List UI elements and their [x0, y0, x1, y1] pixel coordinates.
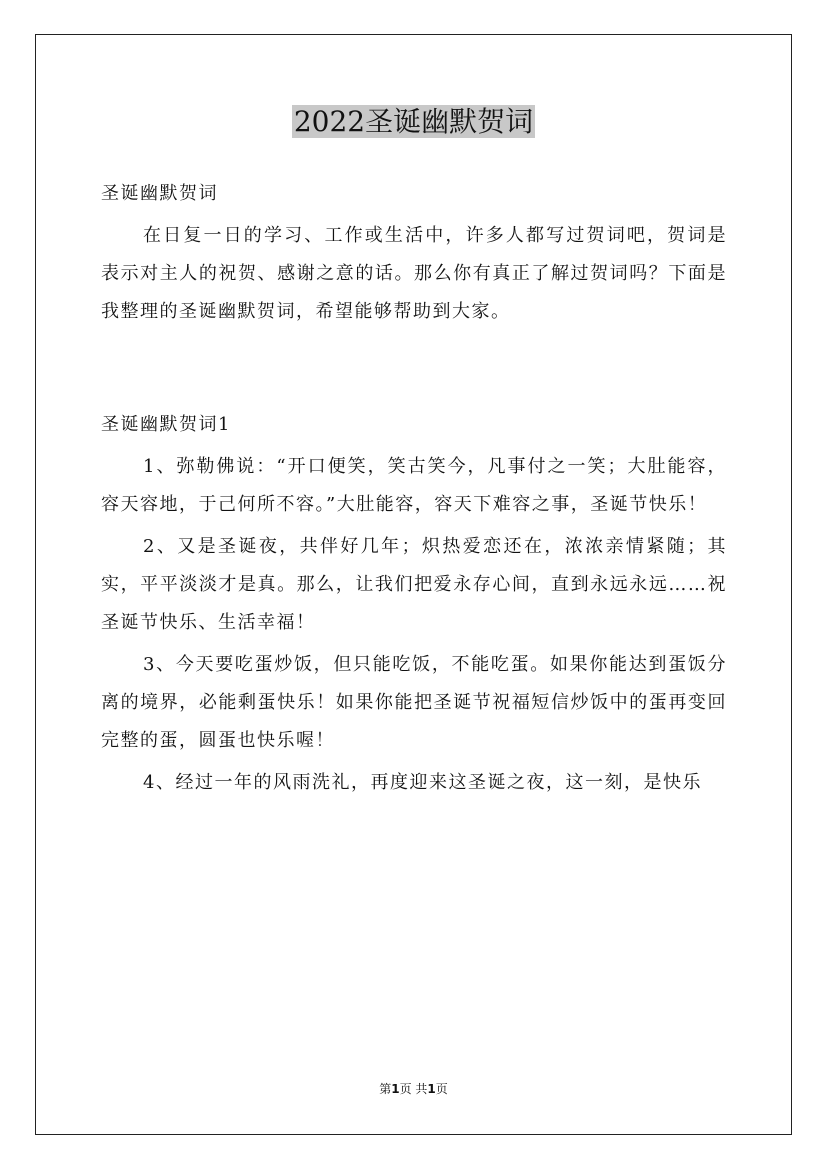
- intro-paragraph: 在日复一日的学习、工作或生活中，许多人都写过贺词吧，贺词是表示对主人的祝贺、感谢之意的话。那么你有真正了解过贺词吗？下面是我整理的圣诞幽默贺词，希望能够帮助到大家。: [101, 225, 727, 322]
- paragraph-1: 1、弥勒佛说：“开口便笑，笑古笑今，凡事付之一笑；大肚能容，容天容地，于己何所不容。”大肚能容，容天下难容之事，圣诞节快乐！: [101, 456, 727, 515]
- document-title: [0, 102, 827, 142]
- document-body: [101, 175, 727, 802]
- paragraph-4: 4、经过一年的风雨洗礼，再度迎来这圣诞之夜，这一刻，是快乐: [143, 772, 702, 793]
- footer-page-suffix: 页: [435, 1082, 448, 1096]
- paragraph-2: 2、又是圣诞夜，共伴好几年；炽热爱恋还在，浓浓亲情紧随；其实，平平淡淡才是真。那么，让我们把爱永存心间，直到永远永远……祝圣诞节快乐、生活幸福！: [101, 536, 727, 633]
- footer-page-current: 1: [391, 1082, 400, 1096]
- footer-page-prefix: 第: [379, 1082, 392, 1096]
- document-subtitle: 圣诞幽默贺词: [101, 183, 218, 204]
- page-footer: [0, 1080, 827, 1097]
- footer-page-total: 1: [427, 1082, 436, 1096]
- section-heading: 圣诞幽默贺词1: [101, 414, 231, 435]
- document-title-text: 2022圣诞幽默贺词: [293, 105, 534, 138]
- paragraph-3: 3、今天要吃蛋炒饭，但只能吃饭，不能吃蛋。如果你能达到蛋饭分离的境界，必能剩蛋快乐！如果你能把圣诞节祝福短信炒饭中的蛋再变回完整的蛋，圆蛋也快乐喔！: [101, 654, 727, 751]
- footer-page-mid: 页 共: [399, 1082, 428, 1096]
